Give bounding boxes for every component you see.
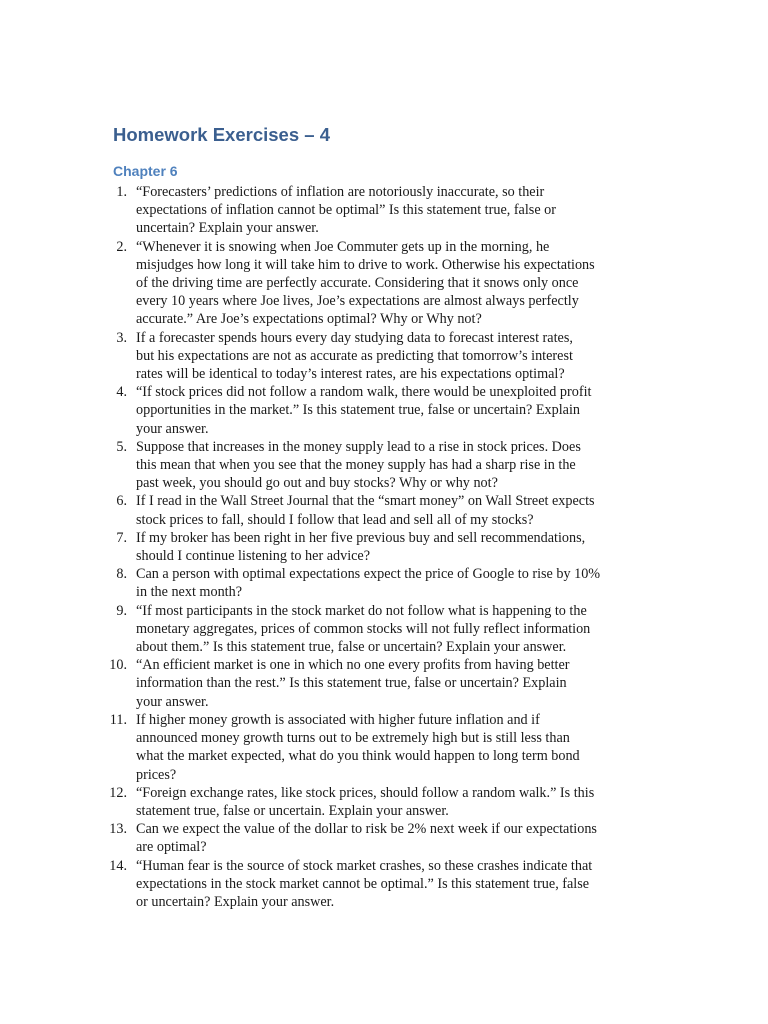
exercise-text-line: prices?	[136, 766, 177, 783]
exercise-item	[0, 784, 656, 820]
exercise-text-line: every 10 years where Joe lives, Joe’s expectations are almost always perfectly	[136, 293, 579, 310]
exercise-text-line: expectations of inflation cannot be optimal” Is this statement true, false or	[136, 202, 556, 219]
exercise-text-line: about them.” Is this statement true, false or uncertain? Explain your answer.	[136, 639, 567, 656]
exercise-text-line: If higher money growth is associated with higher future inflation and if	[136, 711, 540, 728]
exercise-item	[0, 383, 656, 438]
exercise-item	[0, 238, 656, 329]
exercise-text-line: past week, you should go out and buy stocks? Why or why not?	[136, 475, 498, 492]
exercise-number: 6.	[116, 493, 127, 510]
exercise-text-line: “An efficient market is one in which no one every profits from having better	[136, 657, 570, 674]
exercise-text-line: should I continue listening to her advice?	[136, 548, 371, 565]
document-title: Homework Exercises – 4	[113, 124, 330, 145]
exercise-text-line: If my broker has been right in her five previous buy and sell recommendations,	[136, 529, 586, 546]
exercise-text-line: but his expectations are not as accurate as predicting that tomorrow’s interest	[136, 347, 573, 364]
exercise-text-line: are optimal?	[136, 839, 207, 856]
exercise-item	[0, 857, 656, 912]
exercise-text-line: your answer.	[136, 693, 209, 710]
exercise-number: 10.	[109, 657, 127, 674]
exercise-text-line: what the market expected, what do you think would happen to long term bond	[136, 748, 580, 765]
exercise-item	[0, 183, 656, 238]
exercise-text-line: stock prices to fall, should I follow that lead and sell all of my stocks?	[136, 511, 534, 528]
exercise-text-line: uncertain? Explain your answer.	[136, 220, 319, 237]
exercise-item	[0, 492, 656, 528]
exercise-item	[0, 565, 656, 601]
exercise-number: 9.	[116, 602, 127, 619]
exercise-item	[0, 711, 656, 784]
exercise-number: 11.	[109, 711, 127, 728]
exercise-text-line: rates will be identical to today’s interest rates, are his expectations optimal?	[136, 366, 565, 383]
exercise-text-line: If I read in the Wall Street Journal that the “smart money” on Wall Street expects	[136, 493, 595, 510]
exercise-text-line: of the driving time are perfectly accurate. Considering that it snows only once	[136, 275, 579, 292]
exercise-number: 5.	[116, 438, 127, 455]
chapter-heading: Chapter 6	[113, 163, 178, 179]
exercise-number: 12.	[109, 784, 127, 801]
exercise-text-line: misjudges how long it will take him to drive to work. Otherwise his expectations	[136, 256, 595, 273]
exercise-text-line: this mean that when you see that the money supply has had a sharp rise in the	[136, 457, 576, 474]
exercise-item	[0, 602, 656, 657]
exercise-text-line: your answer.	[136, 420, 209, 437]
exercise-text-line: “Whenever it is snowing when Joe Commuter gets up in the morning, he	[136, 238, 550, 255]
exercise-number: 7.	[116, 529, 127, 546]
exercise-number: 2.	[116, 238, 127, 255]
exercise-text-line: in the next month?	[136, 584, 242, 601]
exercise-text-line: information than the rest.” Is this statement true, false or uncertain? Explain	[136, 675, 567, 692]
exercise-text-line: Suppose that increases in the money supply lead to a rise in stock prices. Does	[136, 438, 581, 455]
exercise-item	[0, 329, 656, 384]
exercise-text-line: “Foreign exchange rates, like stock prices, should follow a random walk.” Is this	[136, 784, 595, 801]
exercise-number: 4.	[116, 384, 127, 401]
exercise-text-line: “If stock prices did not follow a random walk, there would be unexploited profit	[136, 384, 592, 401]
exercise-text-line: Can a person with optimal expectations expect the price of Google to rise by 10%	[136, 566, 601, 583]
exercise-text-line: statement true, false or uncertain. Explain your answer.	[136, 802, 449, 819]
exercise-item	[0, 656, 656, 711]
exercise-number: 14.	[109, 857, 127, 874]
exercise-text-line: monetary aggregates, prices of common stocks will not fully reflect information	[136, 620, 591, 637]
exercise-number: 3.	[116, 329, 127, 346]
exercise-text-line: If a forecaster spends hours every day studying data to forecast interest rates,	[136, 329, 573, 346]
exercise-text-line: opportunities in the market.” Is this statement true, false or uncertain? Explain	[136, 402, 581, 419]
exercise-text-line: “Human fear is the source of stock market crashes, so these crashes indicate that	[136, 857, 593, 874]
exercise-item	[0, 529, 656, 565]
exercise-list	[0, 183, 768, 911]
exercise-number: 1.	[116, 184, 127, 200]
exercise-item	[0, 438, 656, 493]
exercise-text-line: Can we expect the value of the dollar to risk be 2% next week if our expectations	[136, 821, 597, 838]
exercise-text-line: “Forecasters’ predictions of inflation are notoriously inaccurate, so their	[136, 184, 545, 200]
exercise-text-line: or uncertain? Explain your answer.	[136, 893, 335, 910]
exercise-number: 8.	[116, 566, 127, 583]
exercise-item	[0, 820, 656, 856]
exercise-text-line: expectations in the stock market cannot be optimal.” Is this statement true, false	[136, 875, 590, 892]
exercise-text-line: accurate.” Are Joe’s expectations optimal? Why or Why not?	[136, 311, 482, 328]
exercise-text-line: “If most participants in the stock market do not follow what is happening to the	[136, 602, 587, 619]
exercise-number: 13.	[109, 821, 127, 838]
exercise-text-line: announced money growth turns out to be extremely high but is still less than	[136, 730, 570, 747]
